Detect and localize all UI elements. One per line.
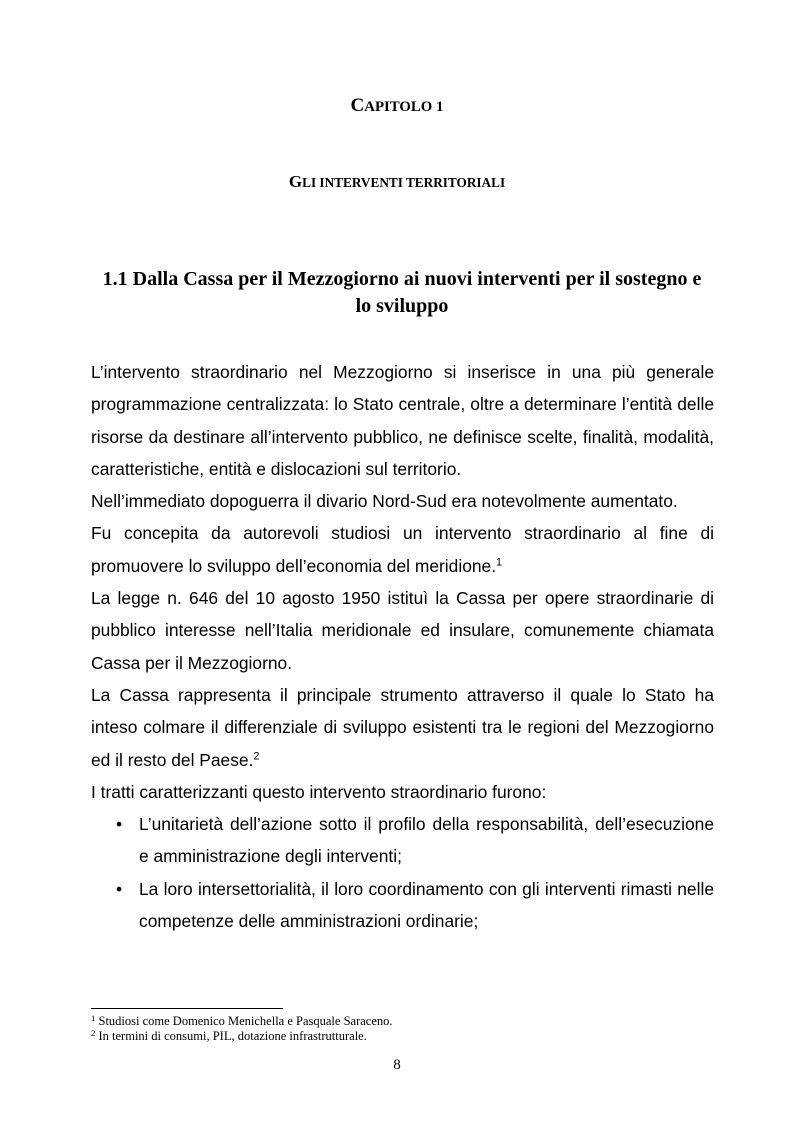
paragraph: I tratti caratterizzanti questo intervento straordinario furono:	[91, 781, 547, 802]
chapter-subtitle-initial: G	[288, 172, 303, 191]
list-item	[91, 808, 714, 873]
paragraph: L’intervento straordinario nel Mezzogiorno si inserisce in una più generale programmazione centralizzata: lo Stato centrale, oltre a determinare l’entità delle risorse da destinare all’intervento pubblico, ne definisce scelte, finalità, modalità, caratteristiche, entità e dislocazioni sul territorio.	[91, 362, 714, 479]
footnote-number: 2	[91, 1028, 96, 1039]
bullet-icon: •	[116, 814, 123, 835]
list-item-text: L’unitarietà dell’azione sotto il profilo della responsabilità, dell’esecuzione e amministrazione degli interventi;	[139, 814, 714, 867]
page-number: 8	[393, 1057, 401, 1073]
section-title: 1.1 Dalla Cassa per il Mezzogiorno ai nuovi interventi per il sostegno e lo sviluppo	[102, 268, 702, 317]
paragraph: Nell’immediato dopoguerra il divario Nord-Sud era notevolmente aumentato.	[91, 491, 678, 512]
chapter-subtitle-rest: LI INTERVENTI TERRITORIALI	[302, 175, 506, 190]
paragraph-text: La Cassa rappresenta il principale strumento attraverso il quale lo Stato ha inteso colmare il differenziale di sviluppo esistenti tra le regioni del Mezzogiorno ed il resto del Paese.	[91, 684, 714, 770]
bullet-icon: •	[116, 878, 123, 899]
list-item	[91, 873, 714, 938]
list-item-text: La loro intersettorialità, il loro coordinamento con gli interventi rimasti nelle competenze delle amministrazioni ordinarie;	[139, 878, 714, 932]
paragraph: La legge n. 646 del 10 agosto 1950 istituì la Cassa per opere straordinarie di pubblico interesse nell’Italia meridionale ed insulare, comunemente chiamata Cassa per il Mezzogiorno.	[91, 588, 714, 673]
footnote-ref: 1	[496, 556, 503, 569]
chapter-subtitle	[0, 172, 794, 192]
chapter-heading-rest: APITOLO 1	[364, 99, 444, 115]
footnote-divider	[91, 1008, 283, 1009]
footnote-text: In termini di consumi, PIL, dotazione infrastrutturale.	[95, 1029, 367, 1043]
footnotes	[91, 1014, 714, 1044]
paragraph	[91, 679, 714, 776]
footnote	[91, 1014, 714, 1029]
footnote-ref: 2	[253, 750, 260, 763]
chapter-heading-initial: C	[350, 95, 365, 116]
footnote-number: 1	[91, 1013, 96, 1024]
bullet-list	[91, 808, 714, 937]
paragraph-text: Fu concepita da autorevoli studiosi un intervento straordinario al fine di promuovere lo sviluppo dell’economia del meridione.	[91, 523, 714, 576]
paragraph	[91, 517, 714, 582]
footnote	[91, 1029, 714, 1044]
chapter-heading	[0, 95, 794, 117]
body-text	[91, 356, 714, 937]
footnote-text: Studiosi come Domenico Menichella e Pasquale Saraceno.	[95, 1014, 393, 1028]
